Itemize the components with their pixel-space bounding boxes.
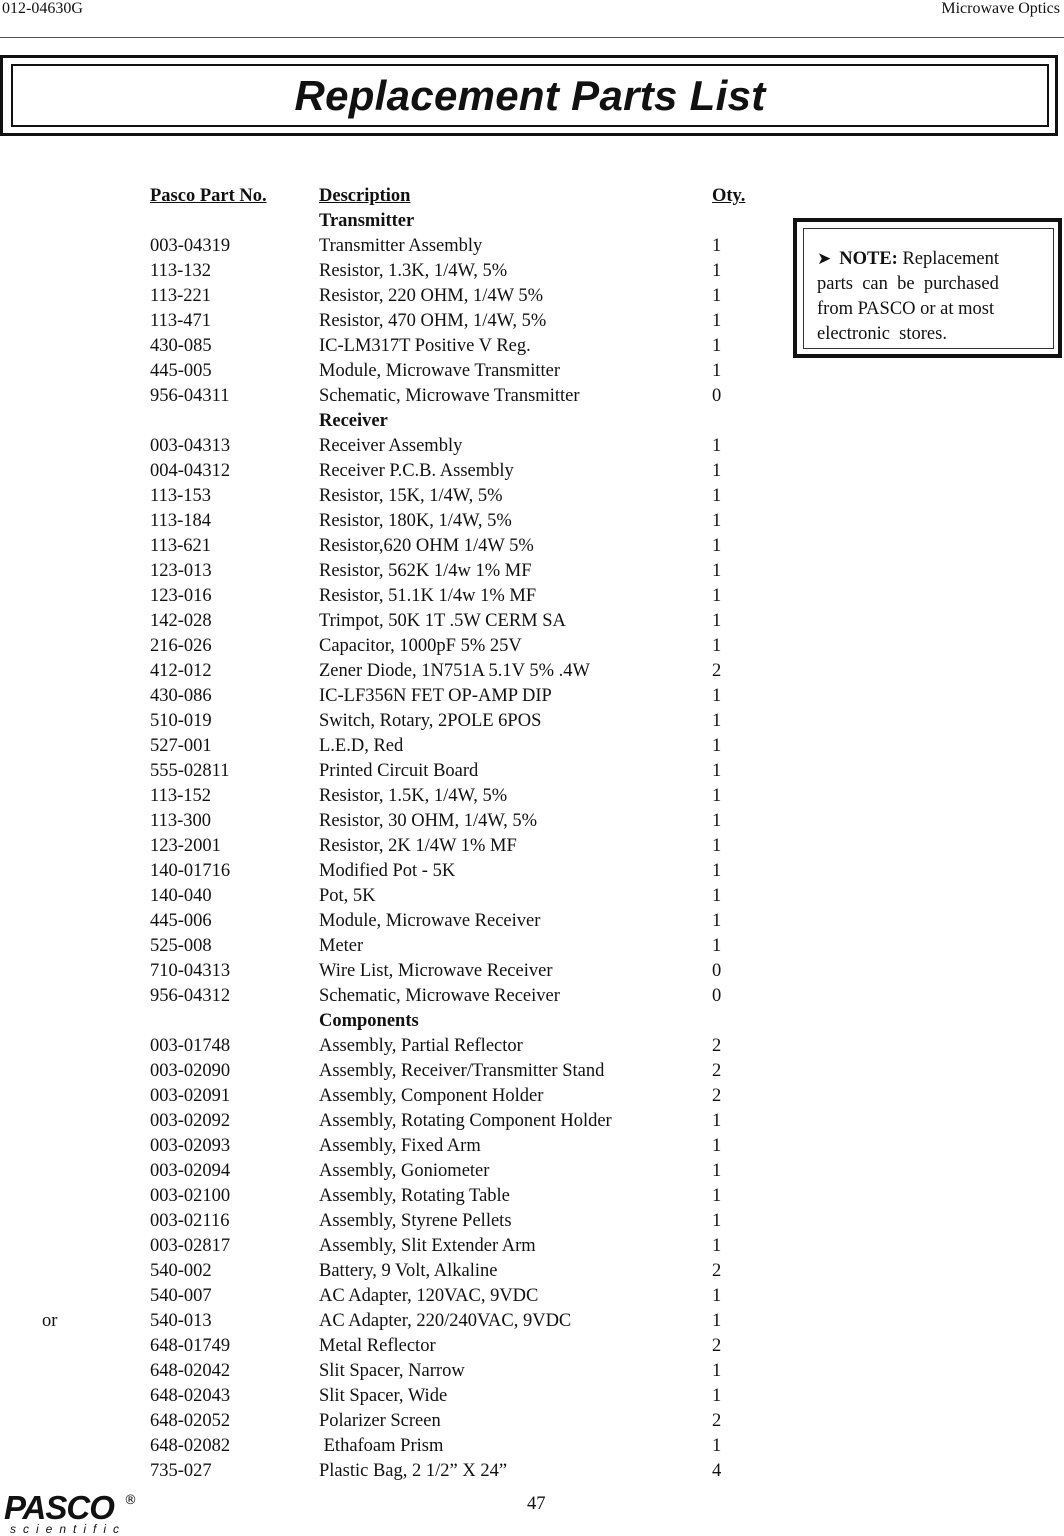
- part-quantity: 0: [712, 961, 722, 981]
- part-quantity: 0: [712, 986, 722, 1006]
- part-description: Modified Pot - 5K: [319, 861, 456, 881]
- note-heading: NOTE:: [839, 249, 898, 269]
- part-description: Resistor, 2K 1/4W 1% MF: [319, 836, 517, 856]
- part-description: Module, Microwave Transmitter: [319, 361, 560, 381]
- part-number: 003-02116: [150, 1211, 230, 1231]
- part-quantity: 1: [712, 1161, 722, 1181]
- part-quantity: 1: [712, 536, 722, 556]
- section-heading: Receiver: [319, 411, 388, 431]
- part-quantity: 2: [712, 1061, 722, 1081]
- part-description: Assembly, Rotating Table: [319, 1186, 510, 1206]
- part-number: 648-02042: [150, 1361, 231, 1381]
- page-number: 47: [527, 1494, 546, 1514]
- part-number: 710-04313: [150, 961, 231, 981]
- part-quantity: 1: [712, 686, 722, 706]
- section-heading: Components: [319, 1011, 419, 1031]
- part-description: Receiver Assembly: [319, 436, 463, 456]
- section-heading: Transmitter: [319, 211, 415, 231]
- part-quantity: 1: [712, 636, 722, 656]
- part-number: 113-132: [150, 261, 211, 281]
- part-quantity: 1: [712, 1361, 722, 1381]
- part-description: Slit Spacer, Wide: [319, 1386, 448, 1406]
- part-number: 540-013: [150, 1311, 212, 1331]
- header-part-number: Pasco Part No.: [150, 186, 267, 206]
- part-number: 003-02090: [150, 1061, 231, 1081]
- part-quantity: 1: [712, 286, 722, 306]
- header-description: Description: [319, 186, 411, 206]
- part-description: Metal Reflector: [319, 1336, 436, 1356]
- part-quantity: 1: [712, 936, 722, 956]
- part-quantity: 1: [712, 461, 722, 481]
- part-description: Assembly, Fixed Arm: [319, 1136, 481, 1156]
- part-number: 003-02091: [150, 1086, 231, 1106]
- part-number: 003-04319: [150, 236, 231, 256]
- part-number: 648-02082: [150, 1436, 231, 1456]
- part-quantity: 1: [712, 836, 722, 856]
- part-number: 003-04313: [150, 436, 231, 456]
- part-quantity: 2: [712, 1086, 722, 1106]
- part-description: Resistor, 180K, 1/4W, 5%: [319, 511, 512, 531]
- header-divider: [0, 37, 1064, 38]
- part-description: Transmitter Assembly: [319, 236, 483, 256]
- part-description: Ethafoam Prism: [319, 1436, 444, 1456]
- part-description: Assembly, Goniometer: [319, 1161, 490, 1181]
- part-description: Assembly, Partial Reflector: [319, 1036, 523, 1056]
- part-quantity: 2: [712, 1336, 722, 1356]
- part-number: 555-02811: [150, 761, 230, 781]
- part-quantity: 1: [712, 611, 722, 631]
- part-quantity: 1: [712, 261, 722, 281]
- part-quantity: 1: [712, 811, 722, 831]
- part-description: Assembly, Component Holder: [319, 1086, 544, 1106]
- part-quantity: 2: [712, 1411, 722, 1431]
- part-description: Slit Spacer, Narrow: [319, 1361, 465, 1381]
- part-description: Resistor,620 OHM 1/4W 5%: [319, 536, 534, 556]
- part-number: 648-02052: [150, 1411, 231, 1431]
- part-quantity: 1: [712, 886, 722, 906]
- part-number: 510-019: [150, 711, 212, 731]
- part-quantity: 1: [712, 711, 722, 731]
- part-quantity: 1: [712, 861, 722, 881]
- header-quantity: Oty.: [712, 186, 746, 206]
- part-number: 412-012: [150, 661, 212, 681]
- part-number: 445-006: [150, 911, 212, 931]
- part-number: 540-007: [150, 1286, 212, 1306]
- part-quantity: 0: [712, 386, 722, 406]
- part-quantity: 1: [712, 736, 722, 756]
- part-quantity: 1: [712, 236, 722, 256]
- part-number: 123-016: [150, 586, 212, 606]
- part-number: 216-026: [150, 636, 212, 656]
- part-number: 003-01748: [150, 1036, 231, 1056]
- part-quantity: 1: [712, 586, 722, 606]
- note-box: [793, 218, 1062, 358]
- logo-subtitle: scientific: [10, 1522, 127, 1536]
- part-description: L.E.D, Red: [319, 736, 404, 756]
- part-quantity: 1: [712, 1211, 722, 1231]
- part-number: 003-02094: [150, 1161, 231, 1181]
- part-description: Resistor, 1.3K, 1/4W, 5%: [319, 261, 508, 281]
- part-quantity: 1: [712, 561, 722, 581]
- part-description: Resistor, 220 OHM, 1/4W 5%: [319, 286, 543, 306]
- part-number: 525-008: [150, 936, 212, 956]
- part-description: Meter: [319, 936, 364, 956]
- part-quantity: 1: [712, 486, 722, 506]
- part-description: IC-LF356N FET OP-AMP DIP: [319, 686, 552, 706]
- part-description: Schematic, Microwave Receiver: [319, 986, 560, 1006]
- part-quantity: 1: [712, 911, 722, 931]
- part-quantity: 1: [712, 1436, 722, 1456]
- part-number: 430-086: [150, 686, 212, 706]
- part-description: AC Adapter, 220/240VAC, 9VDC: [319, 1311, 572, 1331]
- part-description: Battery, 9 Volt, Alkaline: [319, 1261, 498, 1281]
- part-quantity: 1: [712, 1286, 722, 1306]
- part-number: 113-152: [150, 786, 211, 806]
- part-description: Assembly, Styrene Pellets: [319, 1211, 512, 1231]
- part-quantity: 1: [712, 1236, 722, 1256]
- part-number: 540-002: [150, 1261, 212, 1281]
- part-quantity: 1: [712, 786, 722, 806]
- part-number: 956-04312: [150, 986, 231, 1006]
- note-line-4: electronic stores.: [817, 324, 947, 344]
- part-number: 113-184: [150, 511, 211, 531]
- part-description: Zener Diode, 1N751A 5.1V 5% .4W: [319, 661, 590, 681]
- part-number: 140-01716: [150, 861, 231, 881]
- note-line-2: parts can be purchased: [817, 274, 999, 294]
- part-description: Assembly, Receiver/Transmitter Stand: [319, 1061, 605, 1081]
- part-description: Assembly, Rotating Component Holder: [319, 1111, 612, 1131]
- part-number: 735-027: [150, 1461, 212, 1481]
- part-number: 123-013: [150, 561, 212, 581]
- part-number: 003-02817: [150, 1236, 231, 1256]
- logo-wordmark: PASCO: [4, 1489, 114, 1526]
- part-description: Receiver P.C.B. Assembly: [319, 461, 514, 481]
- part-number: 113-471: [150, 311, 211, 331]
- part-description: Schematic, Microwave Transmitter: [319, 386, 580, 406]
- page-title: Replacement Parts List: [294, 71, 766, 119]
- part-number: 956-04311: [150, 386, 230, 406]
- part-quantity: 1: [712, 1111, 722, 1131]
- part-number: 140-040: [150, 886, 212, 906]
- part-description: AC Adapter, 120VAC, 9VDC: [319, 1286, 539, 1306]
- part-number: 648-02043: [150, 1386, 231, 1406]
- part-description: Switch, Rotary, 2POLE 6POS: [319, 711, 542, 731]
- title-banner-inner: [11, 64, 1049, 127]
- part-description: Resistor, 470 OHM, 1/4W, 5%: [319, 311, 547, 331]
- part-number: 648-01749: [150, 1336, 231, 1356]
- doc-number: 012-04630G: [2, 0, 83, 17]
- part-description: Module, Microwave Receiver: [319, 911, 541, 931]
- part-quantity: 1: [712, 436, 722, 456]
- part-number: 004-04312: [150, 461, 231, 481]
- part-description: Polarizer Screen: [319, 1411, 441, 1431]
- or-label: or: [42, 1311, 58, 1331]
- part-description: Plastic Bag, 2 1/2” X 24”: [319, 1461, 508, 1481]
- part-number: 003-02100: [150, 1186, 231, 1206]
- part-quantity: 1: [712, 1386, 722, 1406]
- note-box-inner: [803, 228, 1054, 349]
- part-description: Capacitor, 1000pF 5% 25V: [319, 636, 522, 656]
- part-quantity: 2: [712, 661, 722, 681]
- part-quantity: 1: [712, 1136, 722, 1156]
- part-quantity: 1: [712, 511, 722, 531]
- part-description: Resistor, 51.1K 1/4w 1% MF: [319, 586, 537, 606]
- part-quantity: 4: [712, 1461, 722, 1481]
- part-quantity: 1: [712, 1186, 722, 1206]
- part-description: Resistor, 1.5K, 1/4W, 5%: [319, 786, 508, 806]
- part-description: Trimpot, 50K 1T .5W CERM SA: [319, 611, 566, 631]
- part-quantity: 1: [712, 336, 722, 356]
- part-description: Assembly, Slit Extender Arm: [319, 1236, 536, 1256]
- pasco-logo: [4, 1489, 137, 1536]
- part-quantity: 1: [712, 761, 722, 781]
- part-quantity: 2: [712, 1261, 722, 1281]
- part-number: 142-028: [150, 611, 212, 631]
- part-number: 003-02093: [150, 1136, 231, 1156]
- part-description: Resistor, 562K 1/4w 1% MF: [319, 561, 532, 581]
- part-quantity: 1: [712, 311, 722, 331]
- part-number: 123-2001: [150, 836, 221, 856]
- part-description: Printed Circuit Board: [319, 761, 479, 781]
- arrow-right-icon: ➤: [817, 249, 832, 268]
- part-quantity: 1: [712, 361, 722, 381]
- title-banner: [0, 55, 1058, 136]
- part-description: Wire List, Microwave Receiver: [319, 961, 553, 981]
- part-number: 003-02092: [150, 1111, 231, 1131]
- part-number: 113-300: [150, 811, 211, 831]
- part-description: Resistor, 30 OHM, 1/4W, 5%: [319, 811, 538, 831]
- manual-title: Microwave Optics: [941, 0, 1060, 17]
- part-description: IC-LM317T Positive V Reg.: [319, 336, 531, 356]
- part-number: 113-221: [150, 286, 211, 306]
- part-number: 113-153: [150, 486, 211, 506]
- note-line-3: from PASCO or at most: [817, 299, 995, 319]
- part-number: 430-085: [150, 336, 212, 356]
- part-number: 445-005: [150, 361, 212, 381]
- part-quantity: 1: [712, 1311, 722, 1331]
- part-description: Resistor, 15K, 1/4W, 5%: [319, 486, 503, 506]
- registered-icon: ®: [124, 1493, 137, 1508]
- part-number: 113-621: [150, 536, 211, 556]
- part-quantity: 2: [712, 1036, 722, 1056]
- note-line-1: Replacement: [902, 249, 1000, 269]
- part-description: Pot, 5K: [319, 886, 376, 906]
- part-number: 527-001: [150, 736, 212, 756]
